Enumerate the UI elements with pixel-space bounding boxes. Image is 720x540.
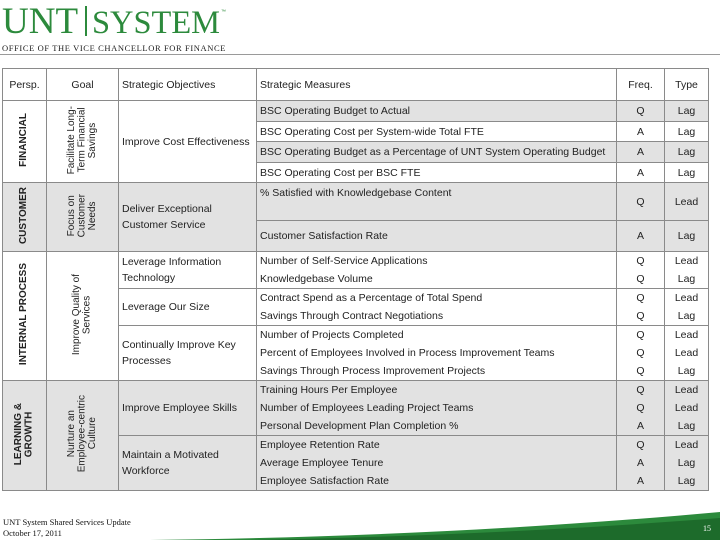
- measure-cell: Customer Satisfaction Rate: [257, 221, 617, 252]
- freq-cell: Q: [617, 183, 665, 221]
- measure-line: Savings Through Process Improvement Projects: [260, 365, 486, 377]
- freq-line: Q: [636, 347, 645, 359]
- freq-line: A: [636, 475, 644, 487]
- type-cell: [665, 326, 709, 381]
- objective-customer-service: Deliver Exceptional Customer Service: [119, 183, 257, 252]
- header-objectives: Strategic Objectives: [119, 69, 257, 101]
- freq-line: Q: [636, 365, 645, 377]
- type-cell: [665, 436, 709, 491]
- type-line: Lag: [677, 457, 696, 469]
- table-row: [3, 381, 709, 436]
- freq-line: Q: [636, 273, 645, 285]
- table-header-row: [3, 69, 709, 101]
- type-line: Lead: [674, 329, 699, 341]
- freq-cell: [617, 252, 665, 289]
- footer-date: October 17, 2011: [3, 528, 62, 538]
- goal-customer: Focus on Customer Needs: [47, 183, 119, 252]
- measure-line: Percent of Employees Involved in Process Improvement Teams: [260, 347, 555, 359]
- office-subtitle: OFFICE OF THE VICE CHANCELLOR FOR FINANCE: [2, 43, 227, 53]
- measure-cell: [257, 436, 617, 491]
- measure-cell: BSC Operating Budget to Actual: [257, 101, 617, 122]
- logo-text-system: SYSTEM: [92, 5, 220, 40]
- type-line: Lead: [674, 292, 699, 304]
- header-freq: Freq.: [617, 69, 665, 101]
- type-line: Lag: [677, 420, 696, 432]
- type-line: Lead: [674, 402, 699, 414]
- type-line: Lag: [677, 310, 696, 322]
- freq-line: Q: [636, 384, 645, 396]
- footer-title: UNT System Shared Services Update: [3, 517, 131, 527]
- svg-text:™: ™: [221, 9, 226, 15]
- page-number: 15: [703, 524, 711, 533]
- measure-cell: [257, 381, 617, 436]
- goal-learning-growth: Nurture an Employee-centric Culture: [47, 381, 119, 491]
- measure-cell: % Satisfied with Knowledgebase Content: [257, 183, 617, 221]
- measure-cell: [257, 252, 617, 289]
- measure-line: Employee Satisfaction Rate: [260, 475, 389, 487]
- objective-employee-skills: Improve Employee Skills: [119, 381, 257, 436]
- type-line: Lead: [674, 255, 699, 267]
- type-cell: Lead: [665, 183, 709, 221]
- freq-cell: [617, 326, 665, 381]
- table-row: [3, 101, 709, 122]
- freq-line: A: [636, 420, 644, 432]
- freq-line: Q: [636, 329, 645, 341]
- measure-line: Number of Self-Service Applications: [260, 255, 428, 267]
- freq-cell: A: [617, 122, 665, 142]
- measure-cell: [257, 326, 617, 381]
- freq-line: Q: [636, 255, 645, 267]
- unt-system-logo: [2, 0, 232, 40]
- freq-line: Q: [636, 292, 645, 304]
- freq-line: A: [636, 457, 644, 469]
- header-perspective: Persp.: [3, 69, 47, 101]
- measure-cell: BSC Operating Cost per BSC FTE: [257, 163, 617, 183]
- objective-improve-processes: Continually Improve Key Processes: [119, 326, 257, 381]
- header-type: Type: [665, 69, 709, 101]
- measure-line: Average Employee Tenure: [260, 457, 384, 469]
- measure-cell: BSC Operating Budget as a Percentage of UNT System Operating Budget: [257, 142, 617, 163]
- goal-financial: Facilitate Long- Term Financial Savings: [47, 101, 119, 183]
- freq-cell: [617, 289, 665, 326]
- measure-line: Contract Spend as a Percentage of Total Spend: [260, 292, 483, 304]
- measure-line: Number of Projects Completed: [260, 329, 404, 341]
- type-cell: Lag: [665, 101, 709, 122]
- perspective-financial: FINANCIAL: [3, 101, 47, 183]
- objective-leverage-it: Leverage Information Technology: [119, 252, 257, 289]
- type-line: Lag: [677, 273, 696, 285]
- measure-cell: BSC Operating Cost per System-wide Total FTE: [257, 122, 617, 142]
- type-cell: [665, 381, 709, 436]
- freq-cell: A: [617, 163, 665, 183]
- table-row: [3, 183, 709, 221]
- objective-leverage-size: Leverage Our Size: [119, 289, 257, 326]
- type-line: Lead: [674, 384, 699, 396]
- table-row: [3, 252, 709, 289]
- measure-cell: [257, 289, 617, 326]
- type-cell: [665, 252, 709, 289]
- freq-line: Q: [636, 439, 645, 451]
- type-cell: [665, 289, 709, 326]
- type-cell: Lag: [665, 221, 709, 252]
- freq-cell: A: [617, 221, 665, 252]
- measure-line: Number of Employees Leading Project Teams: [260, 402, 474, 414]
- type-cell: Lag: [665, 142, 709, 163]
- objective-motivated-workforce: Maintain a Motivated Workforce: [119, 436, 257, 491]
- measure-line: Personal Development Plan Completion %: [260, 420, 459, 432]
- measure-line: Knowledgebase Volume: [260, 273, 373, 285]
- balanced-scorecard-table: [2, 68, 709, 491]
- type-line: Lag: [677, 365, 696, 377]
- type-line: Lag: [677, 475, 696, 487]
- objective-cost-effectiveness: Improve Cost Effectiveness: [119, 101, 257, 183]
- freq-cell: [617, 381, 665, 436]
- type-line: Lead: [674, 347, 699, 359]
- footer-text: [3, 517, 131, 539]
- freq-cell: Q: [617, 101, 665, 122]
- measure-line: Training Hours Per Employee: [260, 384, 398, 396]
- perspective-learning-growth: LEARNING & GROWTH: [3, 381, 47, 491]
- type-line: Lead: [674, 439, 699, 451]
- goal-internal-process: Improve Quality of Services: [47, 252, 119, 381]
- logo-text-unt: UNT: [2, 1, 79, 40]
- header-goal: Goal: [47, 69, 119, 101]
- type-cell: Lag: [665, 163, 709, 183]
- perspective-customer: CUSTOMER: [3, 183, 47, 252]
- freq-cell: A: [617, 142, 665, 163]
- header-measures: Strategic Measures: [257, 69, 617, 101]
- measure-line: Employee Retention Rate: [260, 439, 380, 451]
- header-divider: [0, 54, 720, 55]
- freq-cell: [617, 436, 665, 491]
- freq-line: Q: [636, 310, 645, 322]
- type-cell: Lag: [665, 122, 709, 142]
- freq-line: Q: [636, 402, 645, 414]
- measure-line: Savings Through Contract Negotiations: [260, 310, 444, 322]
- perspective-internal-process: INTERNAL PROCESS: [3, 252, 47, 381]
